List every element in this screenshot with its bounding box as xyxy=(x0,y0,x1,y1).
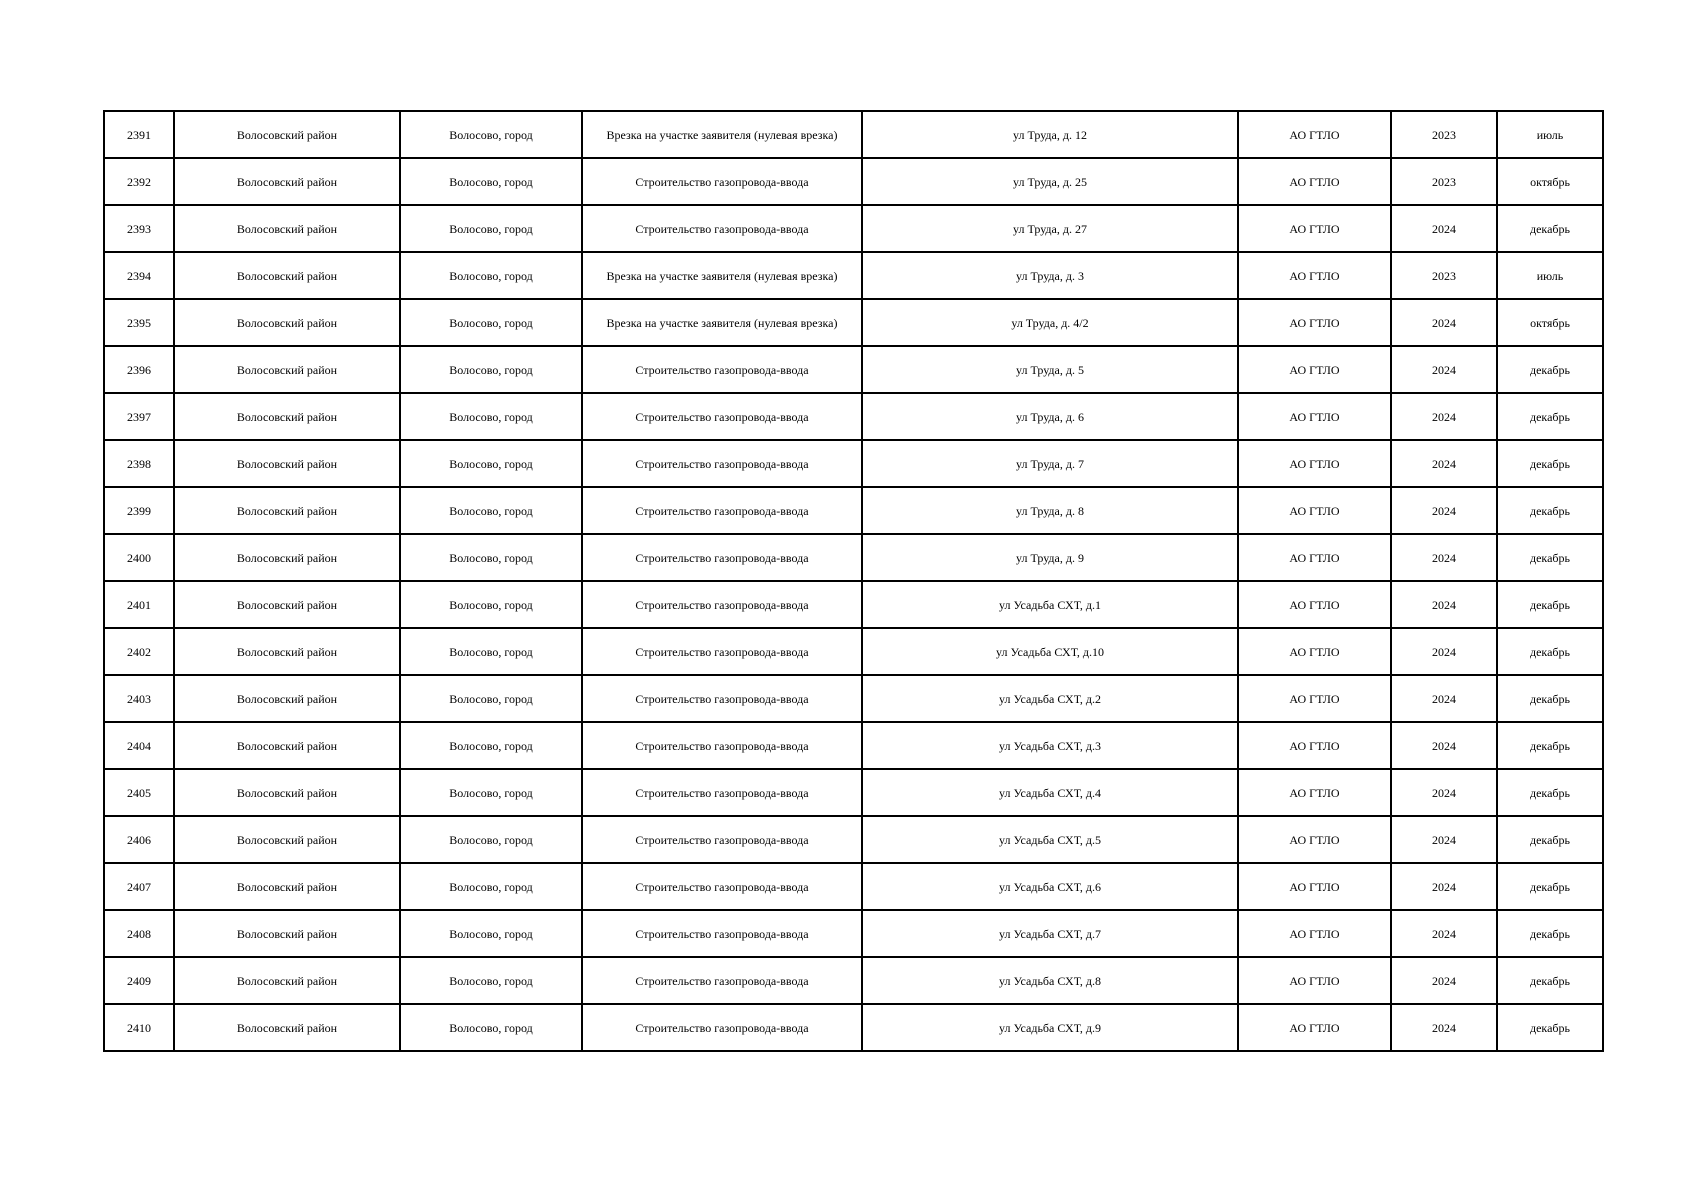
district-cell: Волосовский район xyxy=(174,487,400,534)
month-cell: декабрь xyxy=(1497,863,1603,910)
row-number-cell: 2392 xyxy=(104,158,174,205)
locality-cell: Волосово, город xyxy=(400,722,582,769)
month-cell: декабрь xyxy=(1497,816,1603,863)
work-type-cell: Строительство газопровода-ввода xyxy=(582,957,862,1004)
locality-cell: Волосово, город xyxy=(400,628,582,675)
organization-cell: АО ГТЛО xyxy=(1238,675,1391,722)
month-cell: декабрь xyxy=(1497,581,1603,628)
row-number-cell: 2410 xyxy=(104,1004,174,1051)
locality-cell: Волосово, город xyxy=(400,111,582,158)
gas-connection-schedule-table xyxy=(103,110,1604,1052)
locality-cell: Волосово, город xyxy=(400,158,582,205)
address-cell: ул Труда, д. 8 xyxy=(862,487,1238,534)
month-cell: декабрь xyxy=(1497,722,1603,769)
row-number-cell: 2403 xyxy=(104,675,174,722)
locality-cell: Волосово, город xyxy=(400,393,582,440)
row-number-cell: 2396 xyxy=(104,346,174,393)
address-cell: ул Усадьба СХТ, д.6 xyxy=(862,863,1238,910)
district-cell: Волосовский район xyxy=(174,158,400,205)
row-number-cell: 2400 xyxy=(104,534,174,581)
organization-cell: АО ГТЛО xyxy=(1238,769,1391,816)
year-cell: 2024 xyxy=(1391,205,1497,252)
locality-cell: Волосово, город xyxy=(400,1004,582,1051)
work-type-cell: Строительство газопровода-ввода xyxy=(582,816,862,863)
locality-cell: Волосово, город xyxy=(400,675,582,722)
year-cell: 2023 xyxy=(1391,158,1497,205)
address-cell: ул Усадьба СХТ, д.2 xyxy=(862,675,1238,722)
organization-cell: АО ГТЛО xyxy=(1238,863,1391,910)
work-type-cell: Строительство газопровода-ввода xyxy=(582,205,862,252)
address-cell: ул Усадьба СХТ, д.9 xyxy=(862,1004,1238,1051)
month-cell: декабрь xyxy=(1497,675,1603,722)
work-type-cell: Строительство газопровода-ввода xyxy=(582,722,862,769)
organization-cell: АО ГТЛО xyxy=(1238,252,1391,299)
address-cell: ул Труда, д. 27 xyxy=(862,205,1238,252)
year-cell: 2024 xyxy=(1391,863,1497,910)
locality-cell: Волосово, город xyxy=(400,205,582,252)
organization-cell: АО ГТЛО xyxy=(1238,158,1391,205)
table-row xyxy=(104,863,1603,910)
year-cell: 2024 xyxy=(1391,487,1497,534)
row-number-cell: 2391 xyxy=(104,111,174,158)
table-row xyxy=(104,252,1603,299)
table-row xyxy=(104,957,1603,1004)
year-cell: 2023 xyxy=(1391,252,1497,299)
address-cell: ул Усадьба СХТ, д.10 xyxy=(862,628,1238,675)
address-cell: ул Труда, д. 3 xyxy=(862,252,1238,299)
row-number-cell: 2407 xyxy=(104,863,174,910)
address-cell: ул Труда, д. 9 xyxy=(862,534,1238,581)
organization-cell: АО ГТЛО xyxy=(1238,111,1391,158)
table-row xyxy=(104,440,1603,487)
month-cell: декабрь xyxy=(1497,346,1603,393)
address-cell: ул Усадьба СХТ, д.8 xyxy=(862,957,1238,1004)
month-cell: декабрь xyxy=(1497,628,1603,675)
district-cell: Волосовский район xyxy=(174,957,400,1004)
locality-cell: Волосово, город xyxy=(400,487,582,534)
year-cell: 2024 xyxy=(1391,440,1497,487)
table-row xyxy=(104,675,1603,722)
year-cell: 2024 xyxy=(1391,534,1497,581)
month-cell: октябрь xyxy=(1497,299,1603,346)
work-type-cell: Строительство газопровода-ввода xyxy=(582,346,862,393)
month-cell: декабрь xyxy=(1497,957,1603,1004)
district-cell: Волосовский район xyxy=(174,910,400,957)
locality-cell: Волосово, город xyxy=(400,910,582,957)
address-cell: ул Труда, д. 6 xyxy=(862,393,1238,440)
month-cell: декабрь xyxy=(1497,205,1603,252)
table-row xyxy=(104,299,1603,346)
work-type-cell: Строительство газопровода-ввода xyxy=(582,910,862,957)
district-cell: Волосовский район xyxy=(174,1004,400,1051)
row-number-cell: 2393 xyxy=(104,205,174,252)
row-number-cell: 2394 xyxy=(104,252,174,299)
row-number-cell: 2409 xyxy=(104,957,174,1004)
work-type-cell: Строительство газопровода-ввода xyxy=(582,863,862,910)
year-cell: 2024 xyxy=(1391,816,1497,863)
row-number-cell: 2402 xyxy=(104,628,174,675)
table-row xyxy=(104,346,1603,393)
month-cell: декабрь xyxy=(1497,534,1603,581)
district-cell: Волосовский район xyxy=(174,346,400,393)
address-cell: ул Труда, д. 12 xyxy=(862,111,1238,158)
district-cell: Волосовский район xyxy=(174,252,400,299)
organization-cell: АО ГТЛО xyxy=(1238,440,1391,487)
row-number-cell: 2401 xyxy=(104,581,174,628)
address-cell: ул Усадьба СХТ, д.7 xyxy=(862,910,1238,957)
work-type-cell: Строительство газопровода-ввода xyxy=(582,440,862,487)
work-type-cell: Строительство газопровода-ввода xyxy=(582,581,862,628)
address-cell: ул Труда, д. 7 xyxy=(862,440,1238,487)
district-cell: Волосовский район xyxy=(174,816,400,863)
locality-cell: Волосово, город xyxy=(400,534,582,581)
year-cell: 2024 xyxy=(1391,722,1497,769)
month-cell: декабрь xyxy=(1497,393,1603,440)
locality-cell: Волосово, город xyxy=(400,769,582,816)
district-cell: Волосовский район xyxy=(174,863,400,910)
work-type-cell: Врезка на участке заявителя (нулевая врезка) xyxy=(582,111,862,158)
year-cell: 2024 xyxy=(1391,1004,1497,1051)
locality-cell: Волосово, город xyxy=(400,816,582,863)
work-type-cell: Врезка на участке заявителя (нулевая врезка) xyxy=(582,252,862,299)
row-number-cell: 2406 xyxy=(104,816,174,863)
table-row xyxy=(104,581,1603,628)
district-cell: Волосовский район xyxy=(174,111,400,158)
month-cell: октябрь xyxy=(1497,158,1603,205)
address-cell: ул Усадьба СХТ, д.1 xyxy=(862,581,1238,628)
work-type-cell: Строительство газопровода-ввода xyxy=(582,534,862,581)
row-number-cell: 2405 xyxy=(104,769,174,816)
district-cell: Волосовский район xyxy=(174,534,400,581)
work-type-cell: Строительство газопровода-ввода xyxy=(582,769,862,816)
work-type-cell: Строительство газопровода-ввода xyxy=(582,675,862,722)
organization-cell: АО ГТЛО xyxy=(1238,628,1391,675)
table-row xyxy=(104,769,1603,816)
organization-cell: АО ГТЛО xyxy=(1238,581,1391,628)
table-row xyxy=(104,910,1603,957)
table-row xyxy=(104,816,1603,863)
locality-cell: Волосово, город xyxy=(400,863,582,910)
month-cell: декабрь xyxy=(1497,769,1603,816)
work-type-cell: Строительство газопровода-ввода xyxy=(582,393,862,440)
address-cell: ул Труда, д. 5 xyxy=(862,346,1238,393)
organization-cell: АО ГТЛО xyxy=(1238,910,1391,957)
year-cell: 2023 xyxy=(1391,111,1497,158)
table-row xyxy=(104,205,1603,252)
district-cell: Волосовский район xyxy=(174,722,400,769)
organization-cell: АО ГТЛО xyxy=(1238,346,1391,393)
address-cell: ул Труда, д. 4/2 xyxy=(862,299,1238,346)
locality-cell: Волосово, город xyxy=(400,299,582,346)
month-cell: декабрь xyxy=(1497,1004,1603,1051)
row-number-cell: 2398 xyxy=(104,440,174,487)
row-number-cell: 2395 xyxy=(104,299,174,346)
work-type-cell: Врезка на участке заявителя (нулевая врезка) xyxy=(582,299,862,346)
organization-cell: АО ГТЛО xyxy=(1238,393,1391,440)
organization-cell: АО ГТЛО xyxy=(1238,487,1391,534)
work-type-cell: Строительство газопровода-ввода xyxy=(582,1004,862,1051)
address-cell: ул Усадьба СХТ, д.5 xyxy=(862,816,1238,863)
district-cell: Волосовский район xyxy=(174,299,400,346)
year-cell: 2024 xyxy=(1391,346,1497,393)
table-row xyxy=(104,628,1603,675)
row-number-cell: 2408 xyxy=(104,910,174,957)
district-cell: Волосовский район xyxy=(174,440,400,487)
year-cell: 2024 xyxy=(1391,299,1497,346)
row-number-cell: 2404 xyxy=(104,722,174,769)
month-cell: декабрь xyxy=(1497,910,1603,957)
table-row xyxy=(104,722,1603,769)
district-cell: Волосовский район xyxy=(174,581,400,628)
locality-cell: Волосово, город xyxy=(400,252,582,299)
month-cell: июль xyxy=(1497,252,1603,299)
row-number-cell: 2399 xyxy=(104,487,174,534)
organization-cell: АО ГТЛО xyxy=(1238,816,1391,863)
organization-cell: АО ГТЛО xyxy=(1238,205,1391,252)
locality-cell: Волосово, город xyxy=(400,581,582,628)
district-cell: Волосовский район xyxy=(174,393,400,440)
locality-cell: Волосово, город xyxy=(400,346,582,393)
work-type-cell: Строительство газопровода-ввода xyxy=(582,628,862,675)
organization-cell: АО ГТЛО xyxy=(1238,1004,1391,1051)
district-cell: Волосовский район xyxy=(174,769,400,816)
organization-cell: АО ГТЛО xyxy=(1238,299,1391,346)
year-cell: 2024 xyxy=(1391,769,1497,816)
year-cell: 2024 xyxy=(1391,675,1497,722)
district-cell: Волосовский район xyxy=(174,205,400,252)
table-row xyxy=(104,534,1603,581)
district-cell: Волосовский район xyxy=(174,675,400,722)
address-cell: ул Усадьба СХТ, д.4 xyxy=(862,769,1238,816)
year-cell: 2024 xyxy=(1391,957,1497,1004)
table-body xyxy=(104,111,1603,1051)
row-number-cell: 2397 xyxy=(104,393,174,440)
table-row xyxy=(104,487,1603,534)
year-cell: 2024 xyxy=(1391,628,1497,675)
year-cell: 2024 xyxy=(1391,910,1497,957)
organization-cell: АО ГТЛО xyxy=(1238,957,1391,1004)
month-cell: декабрь xyxy=(1497,440,1603,487)
table-row xyxy=(104,1004,1603,1051)
table-row xyxy=(104,158,1603,205)
table-row xyxy=(104,111,1603,158)
work-type-cell: Строительство газопровода-ввода xyxy=(582,487,862,534)
locality-cell: Волосово, город xyxy=(400,440,582,487)
month-cell: июль xyxy=(1497,111,1603,158)
address-cell: ул Труда, д. 25 xyxy=(862,158,1238,205)
year-cell: 2024 xyxy=(1391,581,1497,628)
year-cell: 2024 xyxy=(1391,393,1497,440)
table-row xyxy=(104,393,1603,440)
organization-cell: АО ГТЛО xyxy=(1238,722,1391,769)
month-cell: декабрь xyxy=(1497,487,1603,534)
work-type-cell: Строительство газопровода-ввода xyxy=(582,158,862,205)
locality-cell: Волосово, город xyxy=(400,957,582,1004)
district-cell: Волосовский район xyxy=(174,628,400,675)
address-cell: ул Усадьба СХТ, д.3 xyxy=(862,722,1238,769)
organization-cell: АО ГТЛО xyxy=(1238,534,1391,581)
